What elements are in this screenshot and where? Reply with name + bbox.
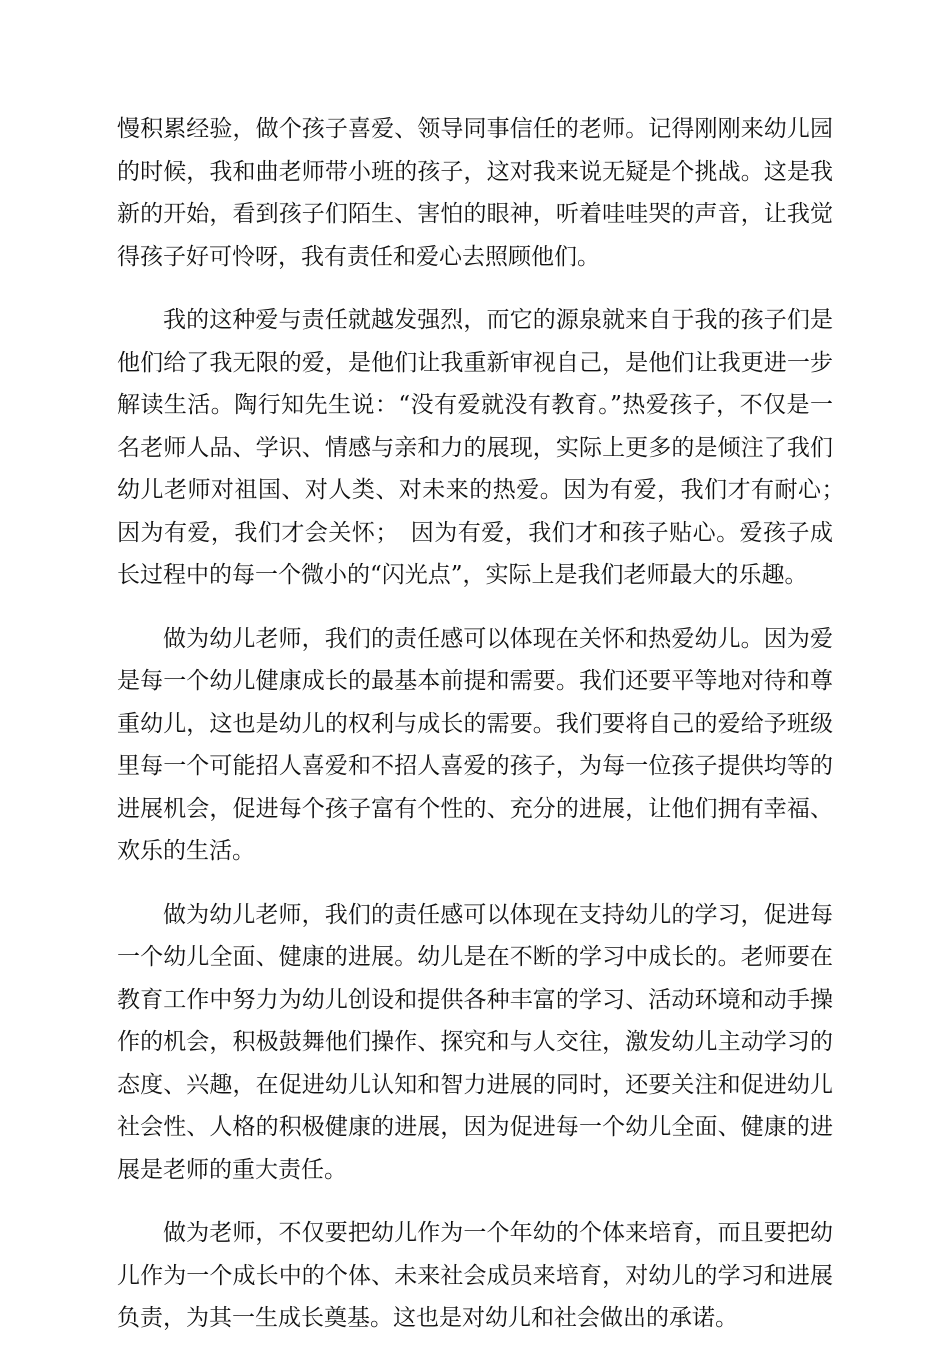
- paragraph-2: 我的这种爱与责任就越发强烈，而它的源泉就来自于我的孩子们是他们给了我无限的爱，是他们让我重新审视自己，是他们让我更进一步解读生活。陶行知先生说：“没有爱就没有教育。”热爱孩子，不仅是一名老师人品、学识、情感与亲和力的展现，实际上更多的是倾注了我们幼儿老师对祖国、对人类、对未来的热爱。因为有爱，我们才有耐心； 因为有爱，我们才会关怀； 因为有爱，我们才和孩子贴心。爱孩子成长过程中的每一个微小的“闪光点”，实际上是我们老师最大的乐趣。: [117, 307, 856, 588]
- paragraph-1: 慢积累经验，做个孩子喜爱、领导同事信任的老师。记得刚刚来幼儿园的时候，我和曲老师带小班的孩子，这对我来说无疑是个挑战。这是我新的开始，看到孩子们陌生、害怕的眼神，听着哇哇哭的声音，让我觉得孩子好可怜呀，我有责任和爱心去照顾他们。: [117, 116, 833, 270]
- paragraph-3: 做为幼儿老师，我们的责任感可以体现在关怀和热爱幼儿。因为爱是每一个幼儿健康成长的最基本前提和需要。我们还要平等地对待和尊重幼儿，这也是幼儿的权利与成长的需要。我们要将自己的爱给予班级里每一个可能招人喜爱和不招人喜爱的孩子，为每一位孩子提供均等的进展机会，促进每个孩子富有个性的、充分的进展，让他们拥有幸福、欢乐的生活。: [117, 625, 833, 864]
- document-body: [117, 108, 856, 1361]
- paragraph-5: 做为老师，不仅要把幼儿作为一个年幼的个体来培育，而且要把幼儿作为一个成长中的个体、未来社会成员来培育，对幼儿的学习和进展负责，为其一生成长奠基。这也是对幼儿和社会做出的承诺。: [117, 1220, 833, 1331]
- paragraph-4: 做为幼儿老师，我们的责任感可以体现在支持幼儿的学习，促进每一个幼儿全面、健康的进展。幼儿是在不断的学习中成长的。老师要在教育工作中努力为幼儿创设和提供各种丰富的学习、活动环境和动手操作的机会，积极鼓舞他们操作、探究和与人交往，激发幼儿主动学习的态度、兴趣，在促进幼儿认知和智力进展的同时，还要关注和促进幼儿社会性、人格的积极健康的进展，因为促进每一个幼儿全面、健康的进展是老师的重大责任。: [117, 901, 833, 1183]
